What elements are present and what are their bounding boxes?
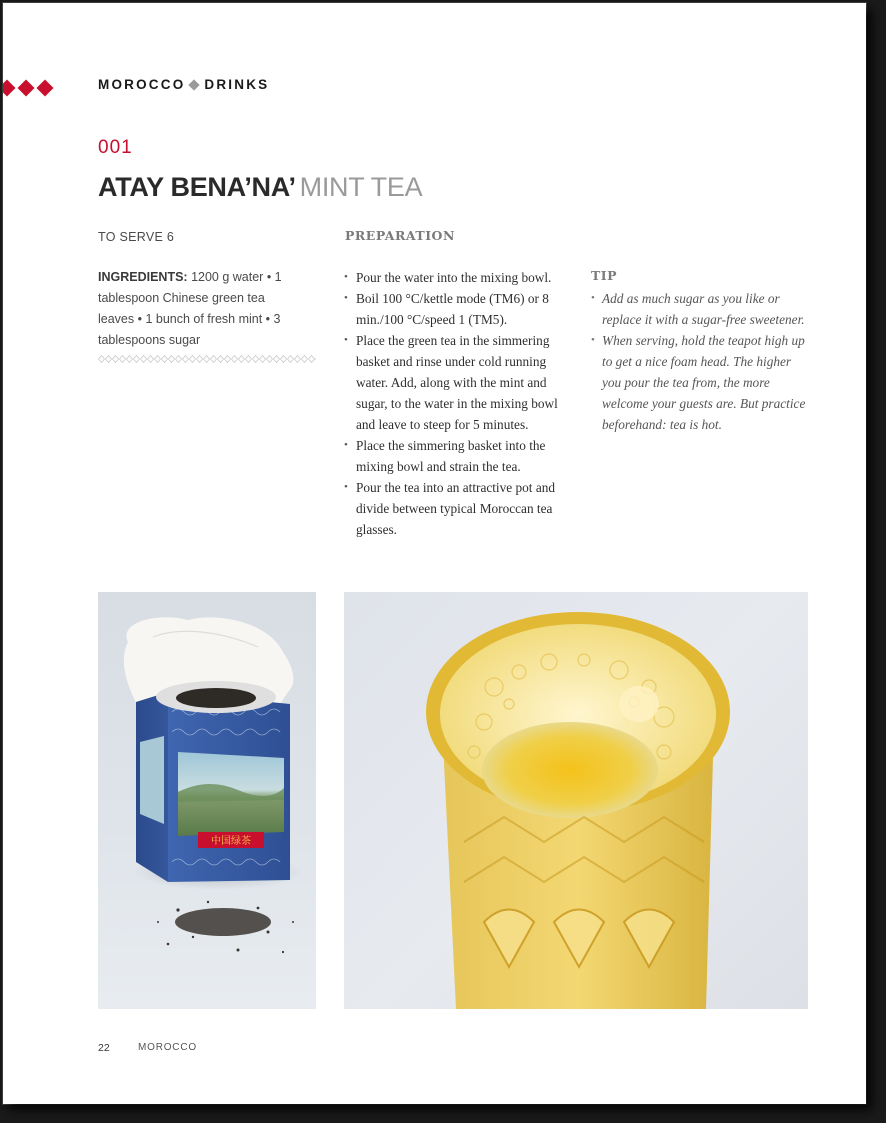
preparation-steps <box>344 267 566 540</box>
preparation-step: • Pour the tea into an attractive pot and divide between typical Moroccan tea glasses. <box>344 477 566 540</box>
preparation-heading: PREPARATION <box>345 228 455 243</box>
ingredients-label: INGREDIENTS: <box>98 270 188 284</box>
tip-list <box>591 288 813 435</box>
recipe-page <box>3 3 866 1104</box>
recipe-title-sub: MINT TEA <box>299 172 423 202</box>
tea-glass-photo <box>344 592 808 1009</box>
ingredients-block <box>98 267 298 351</box>
header-diamond-ornament <box>3 78 63 98</box>
diamond-separator-icon <box>189 79 200 90</box>
preparation-step: • Place the green tea in the simmering basket and rinse under cold running water. Add, along with the mint and sugar, to the water in the mixing bowl and leave to steep for 5 minutes. <box>344 330 566 435</box>
header-section: MOROCCO <box>98 77 186 92</box>
tip-item: • When serving, hold the teapot high up to get a nice foam head. The higher you pour the tea from, the more welcome your guests are. But practice beforehand: tea is hot. <box>591 330 813 435</box>
preparation-step: • Pour the water into the mixing bowl. <box>344 267 566 288</box>
recipe-number: 001 <box>98 137 133 158</box>
tip-heading: TIP <box>591 268 618 283</box>
tin-label-text: 中国绿茶 <box>211 836 251 847</box>
recipe-title-main: ATAY BENA’NA’ <box>98 172 296 202</box>
page-number: 22 <box>98 1042 110 1054</box>
preparation-step: • Boil 100 °C/kettle mode (TM6) or 8 min./100 °C/speed 1 (TM5). <box>344 288 566 330</box>
header-category: DRINKS <box>204 77 270 92</box>
recipe-title <box>98 172 422 203</box>
ingredients-divider-ornament <box>98 354 316 364</box>
page-header <box>98 77 269 92</box>
preparation-step: • Place the simmering basket into the mixing bowl and strain the tea. <box>344 435 566 477</box>
tip-item: • Add as much sugar as you like or replace it with a sugar-free sweetener. <box>591 288 813 330</box>
tea-tin-photo <box>98 592 316 1009</box>
footer-label: MOROCCO <box>138 1042 197 1053</box>
ingredients-text: 1200 g water • 1 tablespoon Chinese green tea leaves • 1 bunch of fresh mint • 3 tablespoons sugar <box>98 270 282 347</box>
serving-size: TO SERVE 6 <box>98 230 175 244</box>
